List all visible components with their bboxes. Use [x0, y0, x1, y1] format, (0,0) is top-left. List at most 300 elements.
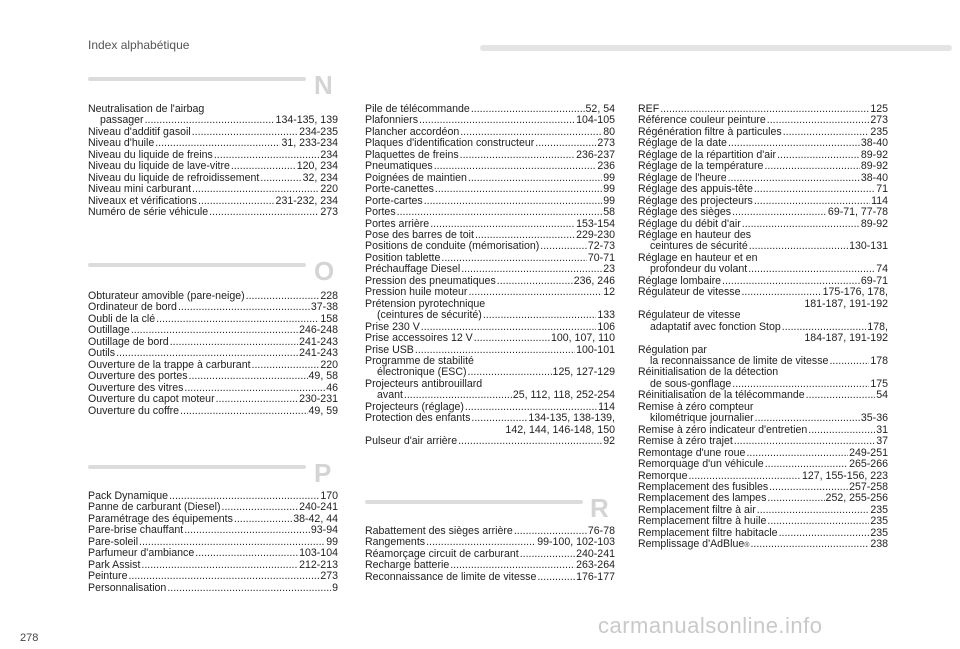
index-entry-heading: Réglage en hauteur des [638, 228, 752, 241]
index-entry [365, 413, 615, 424]
index-entry [365, 161, 615, 172]
dot-leader [779, 528, 870, 539]
page-numbers: 170 [320, 490, 338, 502]
section-letter-o: O [314, 256, 335, 286]
page-numbers: 212-213 [299, 558, 338, 571]
page-numbers: 134-135, 138-139, [528, 412, 615, 425]
page-numbers: 265-266 [849, 458, 888, 471]
entry-term: Niveau d'additif gasoil [88, 125, 191, 138]
entry-term: Porte-cartes [365, 194, 423, 207]
page-numbers: 104-105 [576, 114, 615, 127]
entry-term: Paramétrage des équipements [88, 512, 233, 525]
page-numbers: 236-237 [576, 148, 615, 161]
dot-leader [192, 184, 319, 195]
section-letter-r: R [590, 493, 609, 523]
section-p-middle [365, 104, 615, 448]
index-entry [88, 583, 338, 594]
entry-term: Niveau du liquide de lave-vitre [88, 160, 230, 173]
index-entry [365, 310, 615, 321]
dot-leader [178, 302, 310, 313]
index-entry [88, 184, 338, 195]
entry-term: Régulateur de vitesse [638, 286, 741, 299]
entry-term: Réglage des appuis-tête [638, 183, 753, 196]
index-entry-heading: Réglage en hauteur et en [638, 251, 758, 264]
dot-leader [808, 425, 875, 436]
entry-term: Remplacement des fusibles [638, 480, 769, 493]
page-numbers: 31, 233-234 [281, 137, 338, 150]
page-numbers: 52, 54 [585, 103, 615, 115]
entry-term: Personnalisation [88, 581, 167, 594]
entry-term: Réglage des projecteurs [638, 194, 753, 207]
section-divider-p [88, 465, 306, 469]
dot-leader [468, 287, 602, 298]
dot-leader [424, 196, 603, 207]
page-numbers: 12 [603, 286, 615, 299]
page-numbers: 71 [876, 183, 888, 196]
section-r-right [638, 104, 888, 551]
page-numbers: 69-71, 77-78 [827, 206, 888, 219]
entry-term: profondeur du volant [650, 263, 748, 276]
entry-term: Portes [365, 206, 396, 219]
page-numbers: 127, 155-156, 223 [801, 469, 888, 482]
entry-term: Remise à zéro trajet [638, 435, 733, 448]
entry-term: Ouverture du capot moteur [88, 393, 215, 406]
page-numbers: 38-40 [860, 137, 888, 150]
page-numbers: 234-235 [299, 125, 338, 138]
section-letter-p: P [314, 458, 332, 488]
page-numbers: 99-100, 102-103 [537, 536, 615, 549]
page-numbers: 35-36 [860, 412, 888, 425]
page-numbers: 230-231 [299, 393, 338, 406]
entry-term: Parfumeur d'ambiance [88, 547, 195, 560]
page-numbers: 178, [867, 320, 888, 333]
entry-term: Pneumatiques [365, 160, 433, 173]
section-n [88, 104, 338, 219]
entry-term: Ouverture des vitres [88, 381, 184, 394]
dot-leader [458, 436, 602, 447]
page-numbers: 235 [870, 503, 888, 516]
entry-term: adaptatif avec fonction Stop [650, 320, 781, 333]
page-numbers: 231-232, 234 [275, 194, 338, 207]
page-numbers: 175-176, 178, [822, 286, 888, 299]
dot-leader [483, 310, 597, 321]
page-numbers: 181-187, 191-192 [804, 297, 888, 310]
page-numbers: 37-38 [310, 301, 338, 314]
index-entry-heading: Régulateur de vitesse [638, 309, 741, 322]
dot-leader [520, 549, 575, 560]
dot-leader [806, 390, 876, 401]
dot-leader [195, 548, 298, 559]
entry-term: Réglage de la date [638, 137, 727, 150]
dot-leader [742, 219, 860, 230]
page-numbers: 69-71 [860, 274, 888, 287]
page-numbers: 38-40 [860, 171, 888, 184]
entry-term: Réglage de la répartition d'air [638, 148, 777, 161]
dot-leader [468, 173, 602, 184]
page-numbers: 58 [603, 206, 615, 219]
entry-term: Niveau mini carburant [88, 183, 192, 196]
dot-leader [246, 291, 320, 302]
header-title: Index alphabétique [88, 38, 190, 52]
entry-term: Recharge batterie [365, 559, 450, 572]
entry-term: Plaquettes de freins [365, 148, 459, 161]
entry-term: Outillage de bord [88, 335, 169, 348]
index-entry [365, 287, 615, 298]
entry-term: Niveau d'huile [88, 137, 155, 150]
page-numbers: 99 [603, 183, 615, 196]
entry-term: Pose des barres de toit [365, 228, 474, 241]
dot-leader [441, 253, 587, 264]
watermark: carmanualsonline.info [598, 613, 823, 638]
page-numbers: 236 [597, 160, 615, 173]
page-numbers: 70-71 [587, 251, 615, 264]
dot-leader [167, 583, 331, 594]
dot-leader [783, 127, 870, 138]
page-numbers: 74 [876, 263, 888, 276]
page-numbers: 176-177 [576, 570, 615, 583]
entry-term: Réglage du débit d'air [638, 217, 741, 230]
page-numbers: 125, 127-129 [552, 366, 615, 379]
index-entry-heading: Régulation par [638, 343, 707, 356]
page-numbers: 23 [603, 263, 615, 276]
dot-leader [537, 572, 575, 583]
page-numbers: 133 [597, 309, 615, 322]
entry-term: Oubli de la clé [88, 312, 156, 325]
dot-leader [170, 337, 298, 348]
index-entry [365, 196, 615, 207]
entry-term: Réamorçage circuit de carburant [365, 547, 519, 560]
page-number: 278 [20, 632, 39, 644]
page-numbers: 99 [326, 535, 338, 548]
dot-leader [471, 413, 527, 424]
index-entry-heading: Prétension pyrotechnique [365, 297, 486, 310]
entry-term: Remontage d'une roue [638, 446, 746, 459]
dot-leader [767, 516, 869, 527]
page-numbers: 38-42, 44 [293, 512, 338, 525]
dot-leader [750, 539, 869, 550]
entry-term: Préchauffage Diesel [365, 263, 461, 276]
entry-term: Ouverture de la trappe à carburant [88, 358, 251, 371]
section-divider-n [88, 77, 306, 81]
entry-term: Régénération filtre à particules [638, 125, 782, 138]
page-numbers: 240-241 [576, 547, 615, 560]
entry-term: Ouverture du coffre [88, 404, 180, 417]
page-numbers: 263-264 [576, 559, 615, 572]
index-entry-heading: Réinitialisation de la détection [638, 366, 779, 379]
page-numbers: 273 [870, 114, 888, 127]
index-entry [88, 406, 338, 417]
entry-term: Reconnaissance de limite de vitesse [365, 570, 537, 583]
entry-term: Pulseur d'air arrière [365, 435, 458, 448]
dot-leader [216, 394, 299, 405]
entry-term: Rabattement des sièges arrière [365, 525, 513, 537]
index-entry-continuation [638, 333, 888, 344]
dot-leader [156, 314, 319, 325]
entry-term: Peinture [88, 570, 128, 583]
page-numbers: 228 [320, 290, 338, 302]
page-numbers: 142, 144, 146-148, 150 [505, 423, 615, 436]
page-numbers: 234 [320, 148, 338, 161]
page-numbers: 241-243 [299, 347, 338, 360]
page-numbers: 89-92 [860, 217, 888, 230]
entry-term: avant [377, 389, 403, 402]
entry-term: Plafonniers [365, 114, 418, 127]
entry-term: passager [100, 114, 144, 127]
section-o [88, 291, 338, 417]
dot-leader [757, 505, 870, 516]
index-entry [638, 184, 888, 195]
dot-leader [198, 196, 275, 207]
index-entry: Remplissage d'AdBlue ® ..... 238 [638, 539, 888, 550]
dot-leader [754, 184, 875, 195]
index-entry [365, 207, 615, 218]
page-numbers: 236, 246 [573, 274, 615, 287]
entry-term: Remplacement des lampes [638, 492, 767, 505]
page-numbers: 246-248 [299, 324, 338, 337]
entry-term: Pression des pneumatiques [365, 274, 496, 287]
entry-term: Porte-canettes [365, 183, 434, 196]
dot-leader [748, 264, 875, 275]
entry-term: Protection des enfants [365, 412, 471, 425]
page-numbers: 114 [598, 400, 615, 413]
entry-term: Prise 230 V [365, 320, 420, 333]
section-r-middle [365, 526, 615, 583]
section-p-left [88, 491, 338, 594]
section-letter-n: N [314, 70, 333, 100]
page-numbers: 178 [870, 354, 888, 367]
entry-term: Niveau du liquide de freins [88, 148, 213, 161]
dot-leader [141, 560, 298, 571]
dot-leader [767, 115, 870, 126]
entry-term: Panne de carburant (Diesel) [88, 501, 221, 514]
dot-leader [180, 406, 307, 417]
page-numbers: 76-78 [587, 525, 615, 537]
entry-term: Réglage des sièges [638, 206, 732, 219]
entry-term: électronique (ESC) [377, 366, 467, 379]
dot-leader [471, 104, 585, 115]
index-entry [638, 413, 888, 424]
entry-term: la reconnaissance de limite de vitesse [650, 354, 829, 367]
entry-term: Outillage [88, 324, 130, 337]
entry-term: Remorque [638, 469, 688, 482]
page-numbers: 9 [332, 581, 338, 594]
page-numbers: 72-73 [587, 240, 615, 253]
entry-term: Niveau du liquide de refroidissement [88, 171, 260, 184]
dot-leader [116, 348, 298, 359]
index-entry [88, 548, 338, 559]
page-numbers: 249-251 [849, 446, 888, 459]
index-entry-heading: Neutralisation de l'airbag [88, 103, 205, 115]
page-numbers: 273 [320, 570, 338, 583]
page-numbers: 220 [320, 183, 338, 196]
dot-leader [829, 356, 869, 367]
index-entry [365, 333, 615, 344]
page-numbers: 273 [597, 137, 615, 150]
dot-leader [231, 161, 296, 172]
index-entry [638, 459, 888, 470]
entry-term: REF [638, 103, 660, 115]
entry-term: Pare-brise chauffant [88, 524, 184, 537]
page-numbers: 93-94 [310, 524, 338, 537]
entry-term: Ouverture des portes [88, 370, 188, 383]
header-bar [480, 45, 952, 51]
index-entry-heading: Projecteurs antibrouillard [365, 377, 483, 390]
entry-term: ceintures de sécurité [650, 240, 748, 253]
entry-term: Remplacement filtre à air [638, 503, 756, 516]
entry-term: Position tablette [365, 251, 441, 264]
page-numbers: 229-230 [576, 228, 615, 241]
entry-term: Pression huile moteur [365, 286, 468, 299]
index-entry [638, 207, 888, 218]
page-numbers: 130-131 [849, 240, 888, 253]
page-numbers: 37 [876, 435, 888, 448]
page-numbers: 89-92 [860, 160, 888, 173]
entry-term: Niveaux et vérifications [88, 194, 197, 207]
entry-term: Pack Dynamique [88, 490, 169, 502]
page-numbers: 49, 58 [308, 370, 338, 383]
page-numbers: 241-243 [299, 335, 338, 348]
index-entry [638, 436, 888, 447]
index-entry [88, 394, 338, 405]
index-entry [365, 184, 615, 195]
page-numbers: 99 [603, 171, 615, 184]
entry-term: Portes arrière [365, 217, 430, 230]
page-numbers: 114 [871, 194, 888, 207]
dot-leader [741, 287, 821, 298]
dot-leader [222, 502, 299, 513]
dot-leader [732, 207, 827, 218]
index-entry [88, 571, 338, 582]
entry-term: kilométrique journalier [650, 412, 754, 425]
entry-term: Réglage de l'heure [638, 171, 727, 184]
entry-term: Outils [88, 347, 116, 360]
page-numbers: 175 [870, 377, 888, 390]
page-numbers: 220 [320, 358, 338, 371]
page-numbers: 80 [603, 125, 615, 138]
page-numbers: 158 [320, 312, 338, 325]
page-numbers: 120, 234 [296, 160, 338, 173]
page-numbers: 89-92 [860, 148, 888, 161]
entry-term: Plaques d'identification constructeur [365, 137, 535, 150]
index-entry [88, 371, 338, 382]
index-entry [88, 207, 338, 218]
entry-term: Pare-soleil [88, 535, 139, 548]
dot-leader [209, 207, 319, 218]
index-entry [365, 572, 615, 583]
page-numbers: 100-101 [576, 343, 615, 356]
entry-term: de sous-gonflage [650, 377, 732, 390]
page-numbers: 153-154 [576, 217, 615, 230]
dot-leader [260, 173, 301, 184]
index-entry [365, 436, 615, 447]
entry-term: Ordinateur de bord [88, 301, 177, 314]
index-entry-heading: Programme de stabilité [365, 354, 474, 367]
page-numbers: 184-187, 191-192 [804, 332, 888, 345]
entry-term: Référence couleur peinture [638, 114, 766, 127]
entry-term: Remorquage d'un véhicule [638, 458, 764, 471]
dot-leader [397, 207, 603, 218]
page-numbers: 46 [326, 381, 338, 394]
entry-term: Réglage de la température [638, 160, 764, 173]
entry-term: Réinitialisation de la télécommande [638, 389, 805, 402]
page-numbers: 54 [876, 389, 888, 402]
dot-leader [734, 436, 875, 447]
dot-leader [474, 333, 550, 344]
page-numbers: 125 [870, 103, 888, 115]
page-numbers: 99 [603, 194, 615, 207]
page-numbers: 103-104 [299, 547, 338, 560]
entry-term: Prise USB [365, 343, 414, 356]
dot-leader [540, 241, 587, 252]
dot-leader [460, 150, 575, 161]
index-entry [88, 161, 338, 172]
entry-term: Poignées de maintien [365, 171, 467, 184]
section-divider-r [365, 500, 583, 504]
dot-leader [755, 413, 860, 424]
entry-term: Réglage lombaire [638, 274, 722, 287]
entry-term: Remise à zéro indicateur d'entretien [638, 423, 808, 436]
page-numbers: 273 [320, 206, 338, 219]
dot-leader [435, 184, 602, 195]
index-entry-heading: Remise à zéro compteur [638, 400, 754, 413]
dot-leader [189, 371, 308, 382]
index-entry [88, 348, 338, 359]
entry-term: Pile de télécommande [365, 103, 470, 115]
entry-term: Park Assist [88, 558, 141, 571]
page-numbers: 100, 107, 110 [550, 332, 615, 345]
entry-term: Remplacement filtre habitacle [638, 526, 778, 539]
page-numbers: 235 [870, 526, 888, 539]
page-numbers: 240-241 [299, 501, 338, 514]
dot-leader [184, 525, 310, 536]
page-numbers: 49, 59 [308, 404, 338, 417]
entry-term: Numéro de série véhicule [88, 206, 209, 219]
dot-leader [765, 459, 848, 470]
entry-term: Rangements [365, 536, 426, 549]
dot-leader [128, 571, 319, 582]
page-numbers: 235 [870, 125, 888, 138]
dot-leader [777, 150, 860, 161]
entry-term: Remplissage d'AdBlue [638, 538, 745, 551]
entry-term: Projecteurs (réglage) [365, 400, 464, 413]
dot-leader [764, 161, 859, 172]
entry-term: Remplacement filtre à huile [638, 515, 767, 528]
dot-leader [434, 161, 597, 172]
entry-term: (ceintures de sécurité) [377, 309, 482, 322]
page-numbers: 134-135, 139 [275, 114, 338, 127]
page-numbers: 106 [597, 320, 615, 333]
page-numbers: 92 [603, 435, 615, 448]
entry-term: Obturateur amovible (pare-neige) [88, 290, 245, 302]
page-numbers: 257-258 [849, 480, 888, 493]
page-numbers: 235 [870, 515, 888, 528]
page-numbers: 238 [870, 538, 888, 551]
dot-leader [234, 514, 292, 525]
page-numbers: 25, 112, 118, 252-254 [512, 389, 615, 402]
page-numbers: 31 [876, 423, 888, 436]
entry-term: Plancher accordéon [365, 125, 460, 138]
dot-leader [767, 493, 824, 504]
entry-term: Prise accessoires 12 V [365, 332, 473, 345]
dot-leader [497, 276, 573, 287]
section-divider-o [88, 263, 306, 267]
page-numbers: 252, 255-256 [825, 492, 888, 505]
entry-term: Positions de conduite (mémorisation) [365, 240, 540, 253]
index-entry [638, 287, 888, 298]
index-entry [638, 161, 888, 172]
page-numbers: 32, 234 [302, 171, 338, 184]
dot-leader [749, 241, 848, 252]
